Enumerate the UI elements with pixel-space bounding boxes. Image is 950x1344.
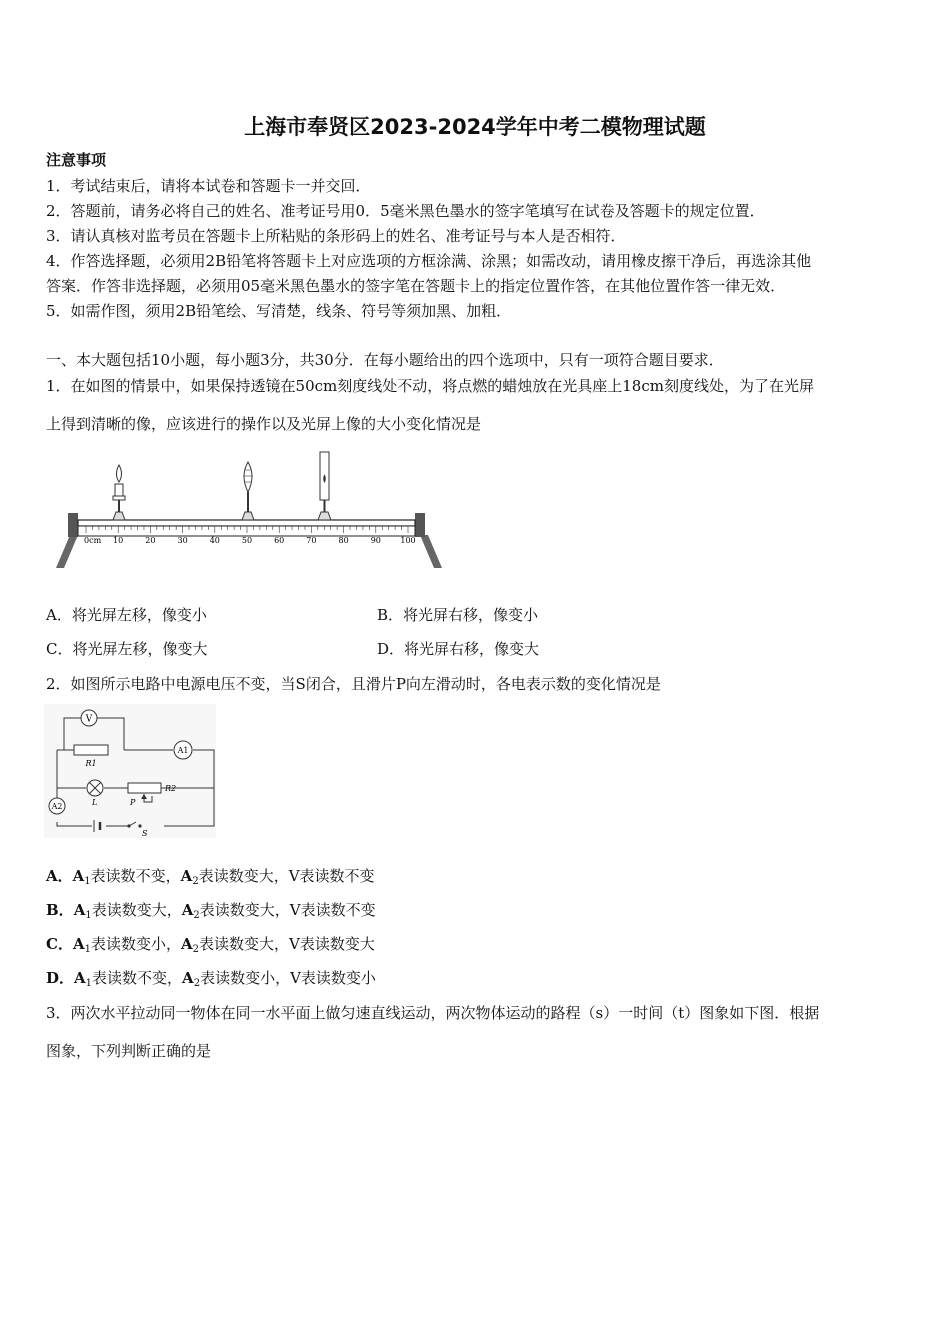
lamp-label: L: [92, 798, 98, 807]
scale-tick-label: 50: [241, 536, 253, 545]
bench-right-end: [415, 513, 425, 537]
switch-contact: [138, 824, 141, 827]
scale-tick-label: 10: [113, 536, 124, 545]
q2-option-b[interactable]: B．$A_1$表读数变大，$A_2$表读数变大，V表读数不变: [46, 901, 376, 921]
bench-right-leg: [420, 535, 442, 568]
scale-tick-label: 30: [177, 536, 188, 545]
light-screen: [318, 452, 331, 520]
q3-stem-line1: 3．两次水平拉动同一物体在同一水平面上做匀速直线运动，两次物体运动的路程（s）一时间（t）图象如下图．根据: [46, 1004, 820, 1022]
rheostat-r2: [128, 783, 161, 793]
voltmeter-label: V: [85, 714, 93, 725]
page-title: 上海市奉贤区2023-2024学年中考二模物理试题: [244, 115, 706, 139]
q1-stem-line2: 上得到清晰的像，应该进行的操作以及光屏上像的大小变化情况是: [46, 415, 482, 433]
notice-item: 3．请认真核对监考员在答题卡上所粘贴的条形码上的姓名、准考证号与本人是否相符．: [46, 227, 626, 245]
bench-scale: [78, 526, 415, 536]
scale-tick-label: 40: [209, 536, 220, 545]
scale-tick-label: 80: [338, 536, 349, 545]
q1-stem-line1: 1．在如图的情景中，如果保持透镜在50cm刻度线处不动，将点燃的蜡烛放在光具座上18cm刻度线处，为了在光屏: [46, 377, 814, 395]
q2-option-c[interactable]: C．$A_1$表读数变小，$A_2$表读数变大，V表读数变大: [46, 935, 375, 955]
lens: [242, 462, 254, 520]
notice-item: 1．考试结束后，请将本试卷和答题卡一并交回．: [46, 177, 371, 195]
notice-heading: 注意事项: [46, 151, 107, 169]
q1-option-b[interactable]: B．将光屏右移，像变小: [377, 606, 539, 624]
optical-bench-figure: [50, 450, 450, 575]
switch-contact: [127, 824, 130, 827]
candle: [113, 465, 125, 520]
q1-option-a[interactable]: A．将光屏左移，像变小: [46, 606, 207, 624]
scale-tick-label: 90: [370, 536, 381, 545]
bench-left-leg: [56, 535, 78, 568]
r1-label: R1: [85, 759, 97, 768]
scale-unit-label: 0cm: [84, 536, 102, 545]
r2-label: R2: [165, 784, 177, 793]
q2-stem: 2．如图所示电路中电源电压不变，当S闭合，且滑片P向左滑动时，各电表示数的变化情况是: [46, 675, 661, 693]
notice-item: 5．如需作图，须用2B铅笔绘、写清楚，线条、符号等须加黑、加粗．: [46, 302, 512, 320]
scale-tick-label: 60: [274, 536, 285, 545]
switch-label: S: [142, 829, 148, 838]
circuit-figure: [44, 704, 216, 838]
notice-item: 答案．作答非选择题，必须用05毫米黑色墨水的签字笔在答题卡上的指定位置作答，在其他位置作答一律无效．: [46, 277, 786, 295]
slider-label: P: [130, 798, 136, 807]
section-heading: 一、本大题包括10小题，每小题3分，共30分．在每小题给出的四个选项中，只有一项符合题目要求．: [46, 351, 724, 369]
scale-tick-label: 20: [145, 536, 156, 545]
bench-left-end: [68, 513, 78, 537]
notice-item: 2．答题前，请务必将自己的姓名、准考证号用0．5毫米黑色墨水的签字笔填写在试卷及答题卡的规定位置．: [46, 202, 765, 220]
scale-tick-label: 70: [306, 536, 317, 545]
q1-option-c[interactable]: C．将光屏左移，像变大: [46, 640, 208, 658]
q2-option-d[interactable]: D．$A_1$表读数不变，$A_2$表读数变小，V表读数变小: [46, 969, 376, 989]
scale-tick-label: 100: [400, 536, 416, 545]
q3-stem-line2: 图象，下列判断正确的是: [46, 1042, 212, 1060]
ammeter-a1-label: A1: [177, 746, 189, 755]
q1-option-d[interactable]: D．将光屏右移，像变大: [377, 640, 540, 658]
bench-rail: [78, 520, 415, 526]
notice-item: 4．作答选择题，必须用2B铅笔将答题卡上对应选项的方框涂满、涂黑；如需改动，请用橡皮擦干净后，再选涂其他: [46, 252, 812, 270]
ammeter-a2-label: A2: [51, 802, 63, 811]
q2-option-a[interactable]: A．$A_1$表读数不变，$A_2$表读数变大，V表读数不变: [46, 867, 375, 887]
resistor-r1: [74, 745, 108, 755]
